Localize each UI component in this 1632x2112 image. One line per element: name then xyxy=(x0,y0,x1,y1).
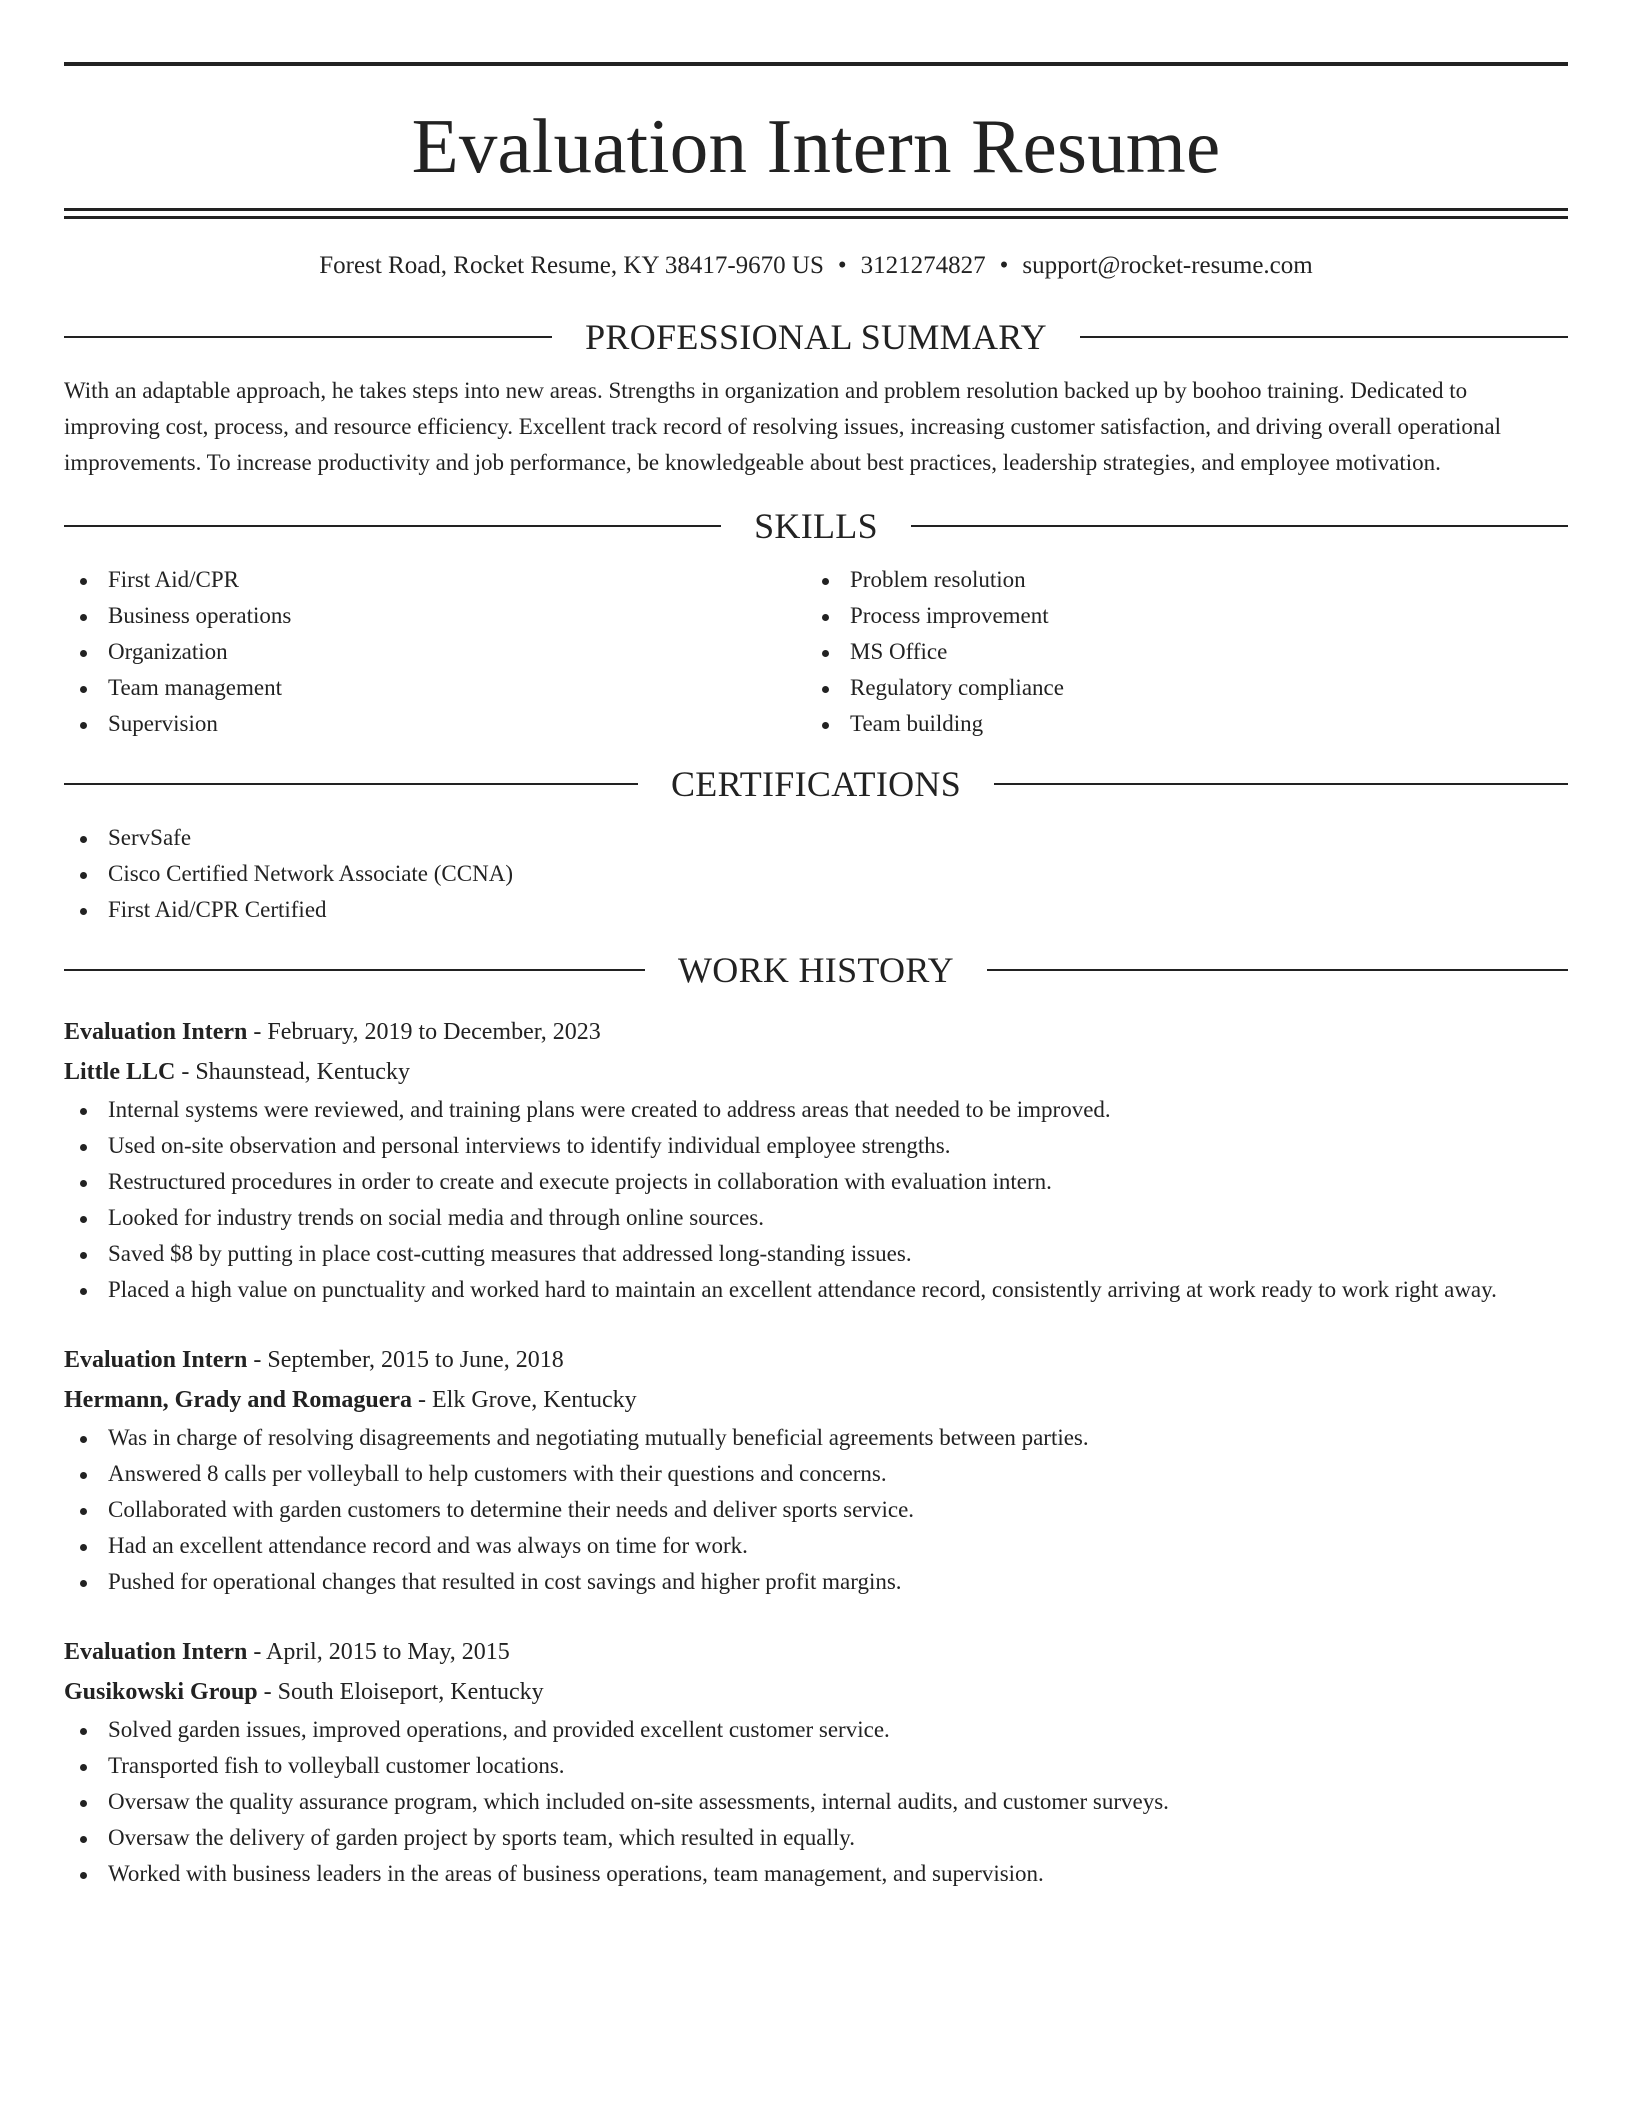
skills-heading-label: SKILLS xyxy=(754,506,878,546)
job-entry xyxy=(64,1340,1568,1600)
job-location: Elk Grove, Kentucky xyxy=(432,1387,637,1413)
job-duty: Answered 8 calls per volleyball to help customers with their questions and concerns. xyxy=(64,1456,1568,1492)
job-duties-list xyxy=(64,1712,1568,1892)
job-entry xyxy=(64,1632,1568,1892)
job-duty: Oversaw the quality assurance program, which included on-site assessments, internal audits, and customer surveys. xyxy=(64,1784,1568,1820)
heading-rule xyxy=(994,783,1568,785)
job-duty: Looked for industry trends on social media and through online sources. xyxy=(64,1200,1568,1236)
job-duty: Collaborated with garden customers to determine their needs and deliver sports service. xyxy=(64,1492,1568,1528)
job-location: Shaunstead, Kentucky xyxy=(195,1059,410,1085)
contact-email[interactable]: support@rocket-resume.com xyxy=(1022,252,1313,279)
certifications-heading-label: CERTIFICATIONS xyxy=(670,764,962,804)
resume-page xyxy=(64,62,1568,1892)
job-duty: Had an excellent attendance record and was always on time for work. xyxy=(64,1528,1568,1564)
certification-item: Cisco Certified Network Associate (CCNA) xyxy=(64,856,1568,892)
skill-item: Team management xyxy=(64,670,806,706)
certifications-heading xyxy=(64,760,1568,808)
job-duty: Internal systems were reviewed, and training plans were created to address areas that needed to be improved. xyxy=(64,1092,1568,1128)
job-title-line: Evaluation Intern - February, 2019 to December, 2023 xyxy=(64,1019,601,1045)
heading-rule xyxy=(64,783,638,785)
summary-heading xyxy=(64,313,1568,361)
skill-item: Organization xyxy=(64,634,806,670)
job-entry xyxy=(64,1012,1568,1308)
job-company: Hermann, Grady and Romaguera xyxy=(64,1387,412,1413)
job-duty: Oversaw the delivery of garden project by sports team, which resulted in equally. xyxy=(64,1820,1568,1856)
job-dates: February, 2019 to December, 2023 xyxy=(267,1019,601,1045)
contact-phone[interactable]: 3121274827 xyxy=(860,252,986,279)
contact-separator: • xyxy=(999,252,1009,279)
skill-item: Process improvement xyxy=(806,598,1548,634)
skill-item: First Aid/CPR xyxy=(64,562,806,598)
skill-item: Problem resolution xyxy=(806,562,1548,598)
heading-rule xyxy=(987,969,1568,971)
job-company-line: Little LLC - Shaunstead, Kentucky xyxy=(64,1059,410,1085)
job-company: Gusikowski Group xyxy=(64,1679,258,1705)
job-duty: Worked with business leaders in the areas of business operations, team management, and supervision. xyxy=(64,1856,1568,1892)
contact-line xyxy=(64,249,1568,283)
job-title-line: Evaluation Intern - September, 2015 to June, 2018 xyxy=(64,1347,564,1373)
skill-item: Regulatory compliance xyxy=(806,670,1548,706)
header-double-rule xyxy=(64,208,1568,219)
job-duty: Pushed for operational changes that resulted in cost savings and higher profit margins. xyxy=(64,1564,1568,1600)
job-title: Evaluation Intern xyxy=(64,1347,248,1373)
job-duty: Restructured procedures in order to create and execute projects in collaboration with evaluation intern. xyxy=(64,1164,1568,1200)
skills-list xyxy=(64,562,1568,742)
summary-text: With an adaptable approach, he takes steps into new areas. Strengths in organization and problem resolution backed up by boohoo training. Dedicated to improving cost, process, and resource efficiency. Excellent track record of resolving issues, increasing customer satisfaction, and driving overall operational improvements. To increase productivity and job performance, be knowledgeable about best practices, leadership strategies, and employee motivation. xyxy=(64,378,1502,475)
heading-rule xyxy=(911,525,1568,527)
heading-rule xyxy=(64,525,721,527)
job-duty: Saved $8 by putting in place cost-cutting measures that addressed long-standing issues. xyxy=(64,1236,1568,1272)
job-title: Evaluation Intern xyxy=(64,1639,248,1665)
skill-item: Business operations xyxy=(64,598,806,634)
resume-title: Evaluation Intern Resume xyxy=(411,103,1221,189)
job-title: Evaluation Intern xyxy=(64,1019,248,1045)
summary-heading-label: PROFESSIONAL SUMMARY xyxy=(585,317,1047,357)
heading-rule xyxy=(1080,336,1568,338)
job-company-line: Gusikowski Group - South Eloiseport, Kentucky xyxy=(64,1679,544,1705)
job-dates: September, 2015 to June, 2018 xyxy=(267,1347,564,1373)
job-dates: April, 2015 to May, 2015 xyxy=(266,1639,510,1665)
job-duty: Placed a high value on punctuality and worked hard to maintain an excellent attendance record, consistently arriving at work ready to work right away. xyxy=(64,1272,1568,1308)
job-location: South Eloiseport, Kentucky xyxy=(277,1679,544,1705)
contact-address: Forest Road, Rocket Resume, KY 38417-9670 US xyxy=(319,252,824,279)
job-company-line: Hermann, Grady and Romaguera - Elk Grove, Kentucky xyxy=(64,1387,637,1413)
job-duties-list xyxy=(64,1420,1568,1600)
skills-column-left xyxy=(64,562,806,742)
job-duties-list xyxy=(64,1092,1568,1308)
skill-item: Supervision xyxy=(64,706,806,742)
work-history-heading-label: WORK HISTORY xyxy=(678,950,954,990)
job-company: Little LLC xyxy=(64,1059,176,1085)
header-top-rule xyxy=(64,62,1568,66)
certification-item: ServSafe xyxy=(64,820,1568,856)
job-duty: Solved garden issues, improved operations, and provided excellent customer service. xyxy=(64,1712,1568,1748)
job-duty: Used on-site observation and personal interviews to identify individual employee strengths. xyxy=(64,1128,1568,1164)
contact-separator: • xyxy=(837,252,847,279)
skills-heading xyxy=(64,502,1568,550)
heading-rule xyxy=(64,336,552,338)
work-history-heading xyxy=(64,946,1568,994)
skills-column-right xyxy=(806,562,1548,742)
certification-item: First Aid/CPR Certified xyxy=(64,892,1568,928)
job-duty: Transported fish to volleyball customer locations. xyxy=(64,1748,1568,1784)
skill-item: MS Office xyxy=(806,634,1548,670)
certifications-list xyxy=(64,820,1568,928)
job-duty: Was in charge of resolving disagreements and negotiating mutually beneficial agreements between parties. xyxy=(64,1420,1568,1456)
job-title-line: Evaluation Intern - April, 2015 to May, 2015 xyxy=(64,1639,510,1665)
skill-item: Team building xyxy=(806,706,1548,742)
heading-rule xyxy=(64,969,645,971)
